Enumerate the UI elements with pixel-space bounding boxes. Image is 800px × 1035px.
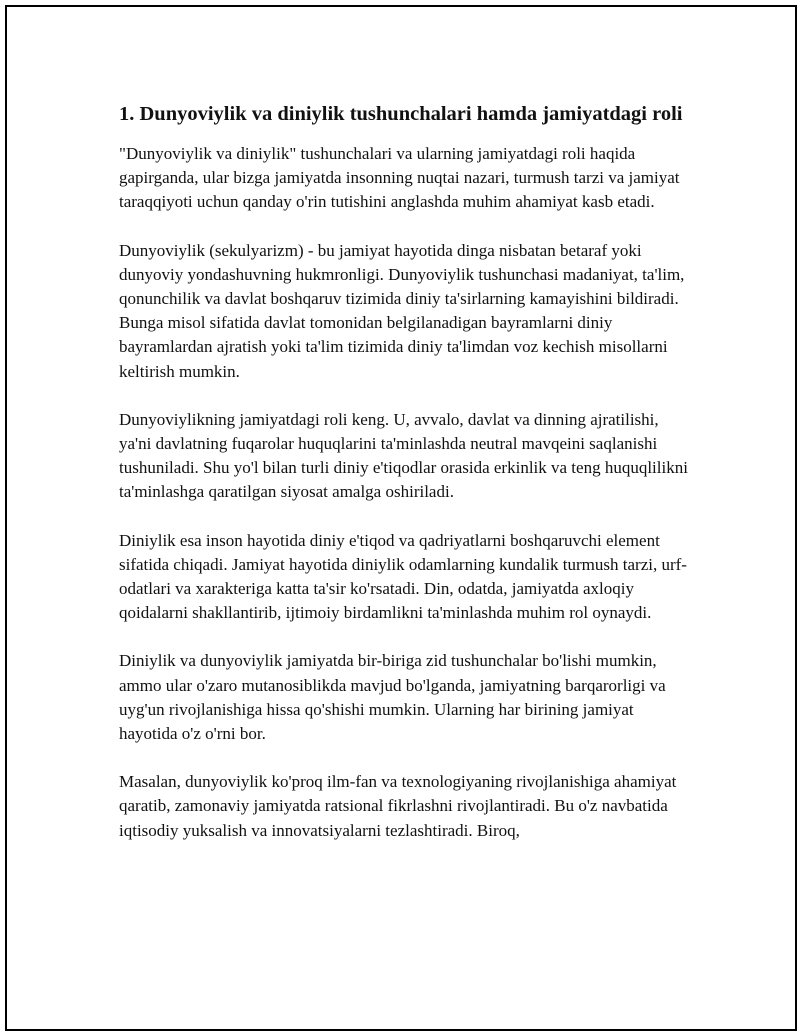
paragraph-example: Masalan, dunyoviylik ko'proq ilm-fan va texnologiyaning rivojlanishiga ahamiyat qaratib, zamonaviy jamiyatda ratsional fikrlashni rivojlantiradi. Bu o'z navbatida iqtisodiy yuksalish va innovatsiyalarni tezlashtiradi. Biroq, — [119, 772, 677, 840]
paragraph-balance: Diniylik va dunyoviylik jamiyatda bir-biriga zid tushunchalar bo'lishi mumkin, ammo ular o'zaro mutanosiblikda mavjud bo'lganda, jamiyatning barqarorligi va uyg'un rivojlanishiga hissa qo'shishi mumkin. Ularning har birining jamiyat hayotida o'z o'rni bor. — [119, 651, 666, 744]
paragraph-religiosity: Diniylik esa inson hayotida diniy e'tiqod va qadriyatlarni boshqaruvchi element sifatida chiqadi. Jamiyat hayotida diniylik odamlarning kundalik turmush tarzi, urf-odatlari va xarakteriga katta ta'sir ko'rsatadi. Din, odatda, jamiyatda axloqiy qoidalarni shakllantirib, ijtimoiy birdamlikni ta'minlashda muhim rol oynaydi. — [119, 530, 687, 623]
document-page — [5, 5, 797, 1031]
paragraph-secularism-definition: Dunyoviylik (sekulyarizm) - bu jamiyat hayotida dinga nisbatan betaraf yoki dunyoviy yondashuvning hukmronligi. Dunyoviylik tushunchasi madaniyat, ta'lim, qonunchilik va davlat boshqaruv tizimida diniy ta'sirlarning kamayishini bildiradi. Bunga misol sifatida davlat tomonidan belgilanadigan bayramlarni diniy bayramlardan ajratish yoki ta'lim tizimida diniy ta'limdan voz kechish misollarni keltirish mumkin. — [119, 240, 685, 381]
paragraph-secularism-role: Dunyoviylikning jamiyatdagi roli keng. U, avvalo, davlat va dinning ajratilishi, ya'ni davlatning fuqarolar huquqlarini ta'minlashda neutral mavqeini saqlanishi tushuniladi. Shu yo'l bilan turli diniy e'tiqodlar orasida erkinlik va teng huquqlilikni ta'minlashga qaratilgan siyosat amalga oshiriladi. — [119, 409, 688, 502]
document-body — [119, 100, 694, 867]
paragraph-intro: "Dunyoviylik va diniylik" tushunchalari va ularning jamiyatdagi roli haqida gapirganda, ular bizga jamiyatda insonning nuqtai nazari, turmush tarzi va jamiyat taraqqiyoti uchun qanday o'rin tutishini anglashda muhim ahamiyat kasb etadi. — [119, 144, 680, 212]
document-title: 1. Dunyoviylik va diniylik tushunchalari hamda jamiyatdagi roli — [119, 103, 683, 125]
